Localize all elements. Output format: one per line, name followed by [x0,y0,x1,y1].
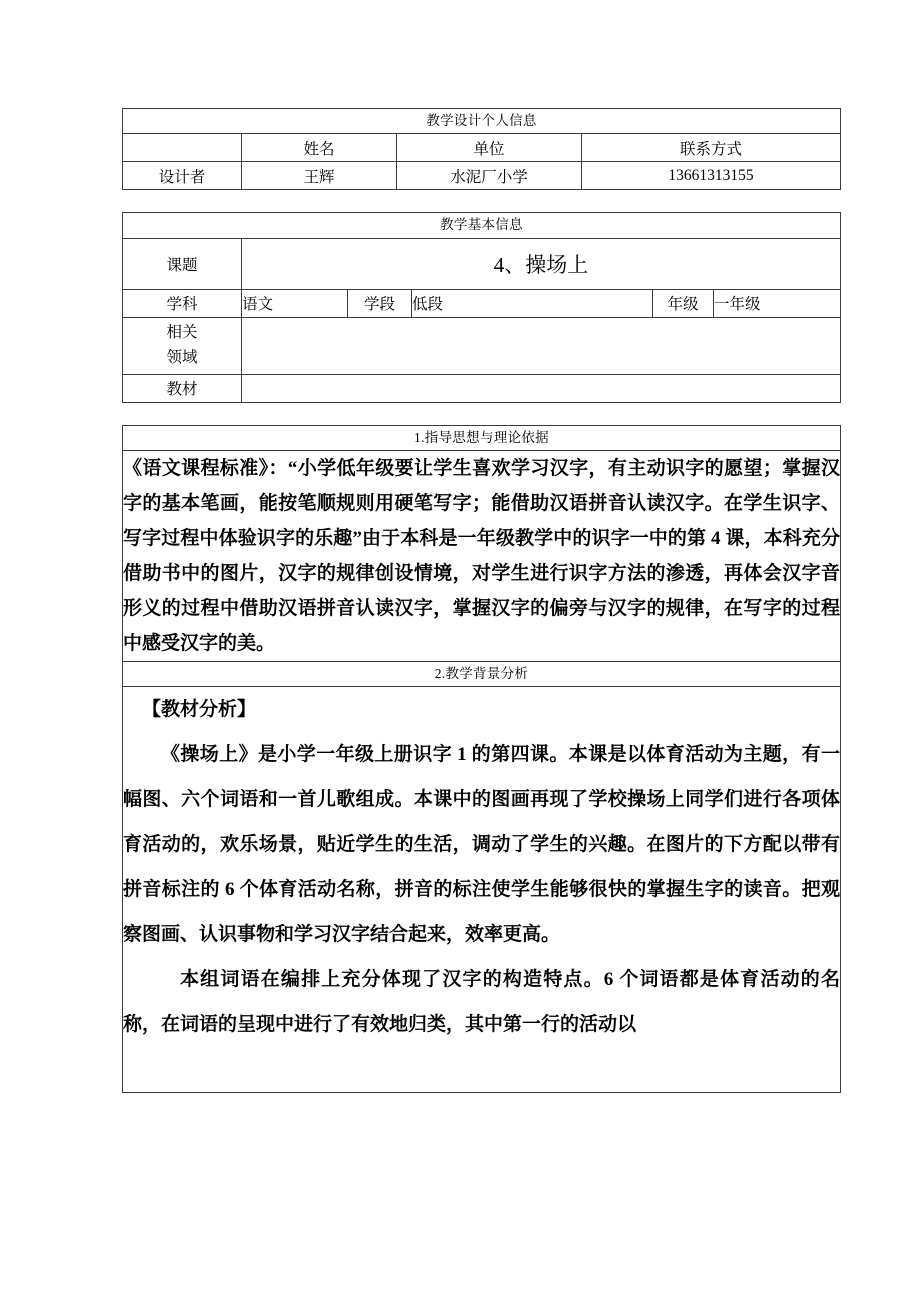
table-row [123,289,841,317]
basic-info-value-stage: 低段 [412,289,653,317]
basic-info-label-topic: 课题 [123,238,242,289]
personal-info-name: 王辉 [242,162,397,190]
personal-info-header-label: 教学设计个人信息 [426,113,537,128]
section-2-header-label: 2.教学背景分析 [434,665,529,681]
personal-info-unit: 水泥厂小学 [397,162,582,190]
basic-info-label-subject: 学科 [123,289,242,317]
related-field-line-2: 领域 [166,348,198,366]
basic-info-header-label: 教学基本信息 [440,217,523,233]
table-personal-info [122,108,841,190]
table-basic-info [122,212,841,402]
basic-info-value-topic: 4、操场上 [242,238,841,289]
table-row [123,317,841,374]
table-row [123,213,841,238]
basic-info-value-textbook[interactable] [242,374,841,402]
section-1-body [123,450,841,661]
basic-info-value-subject: 语文 [242,289,348,317]
basic-info-label-related-field [123,317,242,374]
section-1-paragraph-1: 《语文课程标准》：“小学低年级要让学生喜欢学习汉字，有主动识字的愿望；掌握汉字的基本笔画，能按笔顺规则用硬笔写字；能借助汉语拼音认读汉字。在学生识字、写字过程中体验识字的乐趣”由于本科是一年级教学中的识字一中的第 4 课，本科充分借助书中的图片，汉字的规律创设情境，对学生进行识字方法的渗透，再体会汉字音形义的过程中借助汉语拼音认读汉字，掌握汉字的偏旁与汉字的规律，在写字的过程中感受汉字的美。 [123,457,840,654]
document-body [122,0,840,1093]
personal-info-col-name: 姓名 [242,134,397,162]
personal-info-col-contact: 联系方式 [582,134,841,162]
top-spacer [122,0,840,108]
table-gap-1 [122,190,840,212]
section-1-header [123,425,841,450]
table-row [123,109,841,134]
section-2-subheading: 【教材分析】 [142,699,257,720]
table-row [123,661,841,686]
basic-info-value-grade: 一年级 [714,289,841,317]
section-2-body [123,687,841,1093]
table-row [123,450,841,661]
basic-info-label-textbook: 教材 [123,374,242,402]
table-row [123,134,841,162]
personal-info-col-unit: 单位 [397,134,582,162]
table-row [123,162,841,190]
section-2-header [123,661,841,686]
table-row [123,238,841,289]
table-row [123,425,841,450]
section-1-header-label: 1.指导思想与理论依据 [414,429,549,445]
related-field-line-1: 相关 [166,324,198,342]
table-gap-2 [122,403,840,425]
personal-info-header [123,109,841,134]
basic-info-label-stage: 学段 [348,289,412,317]
table-row [123,687,841,1093]
section-2-paragraph-2: 本组词语在编排上充分体现了汉字的构造特点。6 个词语都是体育活动的名称，在词语的呈现中进行了有效地归类，其中第一行的活动以 [123,969,840,1035]
table-row [123,374,841,402]
section-2-paragraph-1: 《操场上》是小学一年级上册识字 1 的第四课。本课是以体育活动为主题，有一幅图、六个词语和一首儿歌组成。本课中的图画再现了学校操场上同学们进行各项体育活动的，欢乐场景，贴近学生的生活，调动了学生的兴趣。在图片的下方配以带有拼音标注的 6 个体育活动名称，拼音的标注使学生能够很快的掌握生字的读音。把观察图画、认识事物和学习汉字结合起来，效率更高。 [123,744,840,945]
table-sections [122,425,841,1094]
personal-info-role: 设计者 [123,162,242,190]
personal-info-phone: 13661313155 [582,162,841,190]
personal-info-col-0 [123,134,242,162]
basic-info-value-related-field[interactable] [242,317,841,374]
basic-info-header [123,213,841,238]
basic-info-label-grade: 年级 [653,289,714,317]
